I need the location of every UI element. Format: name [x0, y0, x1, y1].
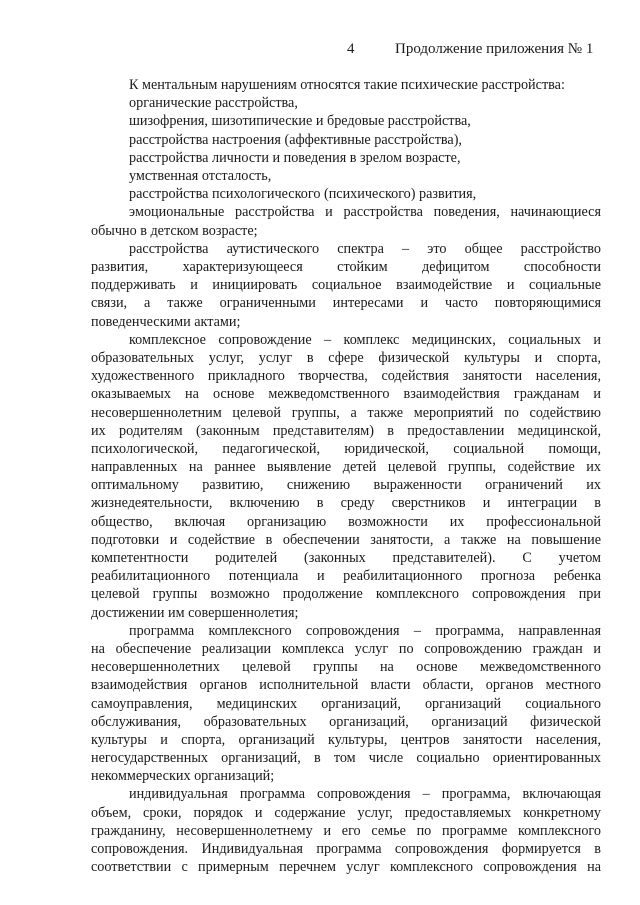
text-line: гражданину, несовершеннолетнему и его семье по программе комплексного — [91, 822, 601, 839]
text-line: расстройства психологического (психического) развития, — [129, 186, 477, 203]
text-line: негосударственных организаций, в том числе социально ориентированных — [91, 750, 601, 767]
text-line: поведенческими актами; — [91, 313, 241, 330]
text-line: эмоциональные расстройства и расстройства поведения, начинающиеся — [129, 204, 601, 221]
text-line: взаимодействия органов исполнительной власти области, органов местного — [91, 677, 601, 694]
text-line: оптимальному развитию, снижению выраженности ограничений их — [91, 477, 601, 494]
text-line: несовершеннолетних целевой группы на основе межведомственного — [91, 659, 601, 676]
text-line: связи, а также ограниченными интересами и часто повторяющимися — [91, 295, 601, 312]
text-line: культуры и спорта, организаций культуры, центров занятости населения, — [91, 731, 601, 748]
text-line: умственная отсталость, — [129, 168, 272, 185]
text-line: объем, сроки, порядок и содержание услуг, предоставляемых конкретному — [91, 804, 601, 821]
page-number: 4 — [347, 41, 355, 57]
text-line: подготовки и содействие в обеспечении занятости, а также на повышение — [91, 531, 601, 548]
document-body — [91, 76, 601, 876]
text-line: сопровождения. Индивидуальная программа сопровождения формируется в — [91, 841, 601, 858]
text-line: некоммерческих организаций; — [91, 768, 275, 785]
text-line: жизнедеятельности, включению в среду сверстников и интеграции в — [91, 495, 601, 512]
text-line: органические расстройства, — [129, 95, 298, 112]
text-line: обслуживания, образовательных организаций, организаций физической — [91, 713, 601, 730]
text-line: программа комплексного сопровождения – программа, направленная — [129, 622, 601, 639]
text-line: художественного прикладного творчества, содействия занятости населения, — [91, 368, 601, 385]
text-line: целевой группы возможно продолжение комплексного сопровождения при — [91, 586, 601, 603]
text-line: К ментальным нарушениям относятся такие психические расстройства: — [129, 77, 565, 93]
text-line: поддерживать и инициировать социальное взаимодействие и социальные — [91, 277, 601, 294]
text-line: обычно в детском возрасте; — [91, 222, 258, 239]
text-line: компетентности родителей (законных представителей). С учетом — [91, 550, 601, 567]
text-line: комплексное сопровождение – комплекс медицинских, социальных и — [129, 331, 601, 348]
text-line: психологической, педагогической, юридической, социальной помощи, — [91, 440, 601, 457]
text-line: образовательных услуг, услуг в сфере физической культуры и спорта, — [91, 349, 601, 366]
text-line: оказываемых на основе межведомственного взаимодействия гражданам и — [91, 386, 601, 403]
text-line: самоуправления, медицинских организаций, организаций социального — [91, 695, 601, 712]
text-line: соответствии с примерным перечнем услуг комплексного сопровождения на — [91, 859, 601, 876]
text-line: расстройства аутистического спектра – это общее расстройство — [129, 240, 601, 257]
appendix-continuation-note: Продолжение приложения № 1 — [395, 41, 594, 57]
text-line: несовершеннолетним целевой группы, а также мероприятий по содействию — [91, 404, 601, 421]
text-line: индивидуальная программа сопровождения – программа, включающая — [129, 786, 601, 803]
text-line: достижении им совершеннолетия; — [91, 604, 299, 621]
text-line: расстройства личности и поведения в зрелом возрасте, — [129, 149, 461, 166]
text-line: расстройства настроения (аффективные расстройства), — [129, 131, 462, 148]
text-line: на обеспечение реализации комплекса услуг по сопровождению граждан и — [91, 640, 601, 657]
text-line: их родителям (законным представителям) в предоставлении медицинской, — [91, 422, 601, 439]
text-line: направленных на раннее выявление детей целевой группы, содействие их — [91, 459, 601, 476]
text-line: реабилитационного потенциала и реабилитационного прогноза ребенка — [91, 568, 601, 585]
text-line: шизофрения, шизотипические и бредовые расстройства, — [129, 113, 471, 130]
text-line: общество, включая организацию возможности их профессиональной — [91, 513, 601, 530]
text-line: развития, характеризующееся стойким дефицитом способности — [91, 259, 601, 275]
